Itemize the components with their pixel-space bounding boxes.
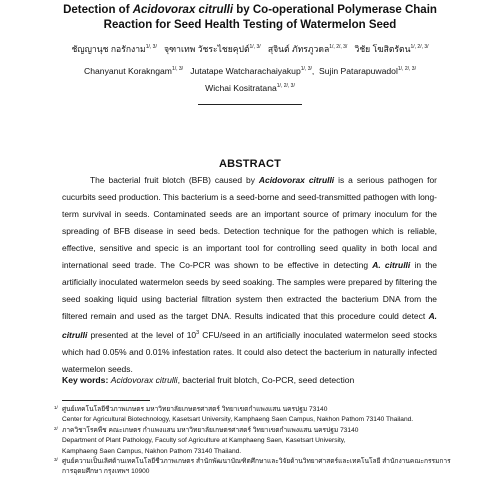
authors-english-1: Chanyanut Korakngam$^{1/, 3/}$ Jutatape Watcharachaiyakup$^{1/, 3/}$, Sujin Patarapuwadol$^{1/, 2/, 3/}$ bbox=[84, 66, 416, 76]
title-suffix: by Co-operational Polymerase Chain bbox=[233, 4, 437, 16]
title-line-2: Reaction for Seed Health Testing of Watermelon Seed bbox=[103, 19, 397, 31]
authors-english-2 bbox=[40, 83, 460, 93]
abstract-heading: ABSTRACT bbox=[218, 158, 282, 170]
author-divider bbox=[198, 104, 302, 105]
footnote-1: 1/ ศูนย์เทคโนโลยีชีวภาพเกษตร มหาวิทยาลัยเกษตรศาสตร์ วิทยาเขตกำแพงแสน นครปฐม 73140 Center for Agricultural Biotechnology, Kasetsart University, Kamphaeng Saen Campus, Nakhon Pathom 73140 Thailand. bbox=[54, 405, 414, 424]
author-thai: วิชัย โฆสิตรัตน$^{1/, 2/, 3/}$ bbox=[354, 44, 429, 54]
keywords-list: , bacterial fruit blotch, Co-PCR, seed detection bbox=[177, 375, 355, 385]
footnotes bbox=[50, 405, 470, 478]
abstract-paragraph: The bacterial fruit blotch (BFB) caused by Acidovorax citrulli is a serious pathogen for cucurbits seed production. This bacterium is a seed-borne and seed-transmitted pathogen with long-term survival in seeds. Contaminated seeds are an important source of primary inoculum for the spreading of BFB disease in seed beds. Detection technique for the pathogen which is reliable, effective, sensitive and specic is an important tool for controlling seed quality in both local and international seed trade. The Co-PCR was shown to be effective in detecting A. citrulli in the artificially inoculated watermelon seeds by seed soaking. The samples were prepared by filtering the seed soaking liquid using bacterial filtration system then extracted the bacterium DNA from the filtered remain and used as the target DNA. Results indicated that this procedure could detect A. citrulli presented at the level of $10^3$ CFU/seed in an artificially inoculated watermelon seed stocks which had 0.05% and 0.01% infestation rates. It could also detect the bacterium in naturally infected watermelon seeds. bbox=[62, 175, 437, 374]
footnote-2: 2/ ภาควิชาโรคพืช คณะเกษตร กำแพงแสน มหาวิทยาลัยเกษตรศาสตร์ วิทยาเขตกำแพงแสน นครปฐม 73140 Department of Plant Pathology, Faculty sof Agriculture at Kamphaeng Saen, Kasetsart University, Kamphaeng Saen Campus, Nakhon Pathom 73140 Thailand. bbox=[54, 425, 359, 455]
keywords-label: Key words: bbox=[62, 375, 109, 385]
author-english: Wichai Kositratana$^{1/, 2/, 3/}$ bbox=[205, 83, 295, 93]
keyword-organism: Acidovorax citrulli bbox=[110, 375, 178, 385]
author-thai: ชัญญานุช กอรักงาม$^{1/, 3/}$ bbox=[71, 44, 157, 54]
author-thai: จุฑาเทพ วัชระไชยคุปต์$^{1/, 3/}$ bbox=[164, 44, 261, 54]
authors-thai bbox=[40, 42, 460, 56]
title-organism: Acidovorax citrulli bbox=[132, 4, 234, 16]
abstract-body bbox=[62, 172, 437, 378]
title-prefix: Detection of bbox=[63, 4, 133, 16]
paper-title bbox=[20, 3, 480, 33]
author-english: Sujin Patarapuwadol$^{1/, 2/, 3/}$ bbox=[319, 66, 416, 76]
author-english: Jutatape Watcharachaiyakup$^{1/, 3/}$ bbox=[190, 66, 312, 76]
footnote-divider bbox=[62, 400, 150, 401]
author-english: Chanyanut Korakngam$^{1/, 3/}$ bbox=[84, 66, 184, 76]
keywords bbox=[62, 375, 442, 385]
footnote-3: 3/ ศูนย์ความเป็นเลิศด้านเทคโนโลยีชีวภาพเกษตร สำนักพัฒนาบัณฑิตศึกษาและวิจัยด้านวิทยาศาสตร์และเทคโนโลยี สำนักงานคณะกรรมการ การอุดมศึกษา กรุงเทพฯ 10900 bbox=[54, 457, 451, 476]
title-line-1 bbox=[20, 3, 480, 18]
author-thai: สุจินต์ ภัทรภูวดล$^{1/, 2/, 3/}$ bbox=[267, 44, 348, 54]
